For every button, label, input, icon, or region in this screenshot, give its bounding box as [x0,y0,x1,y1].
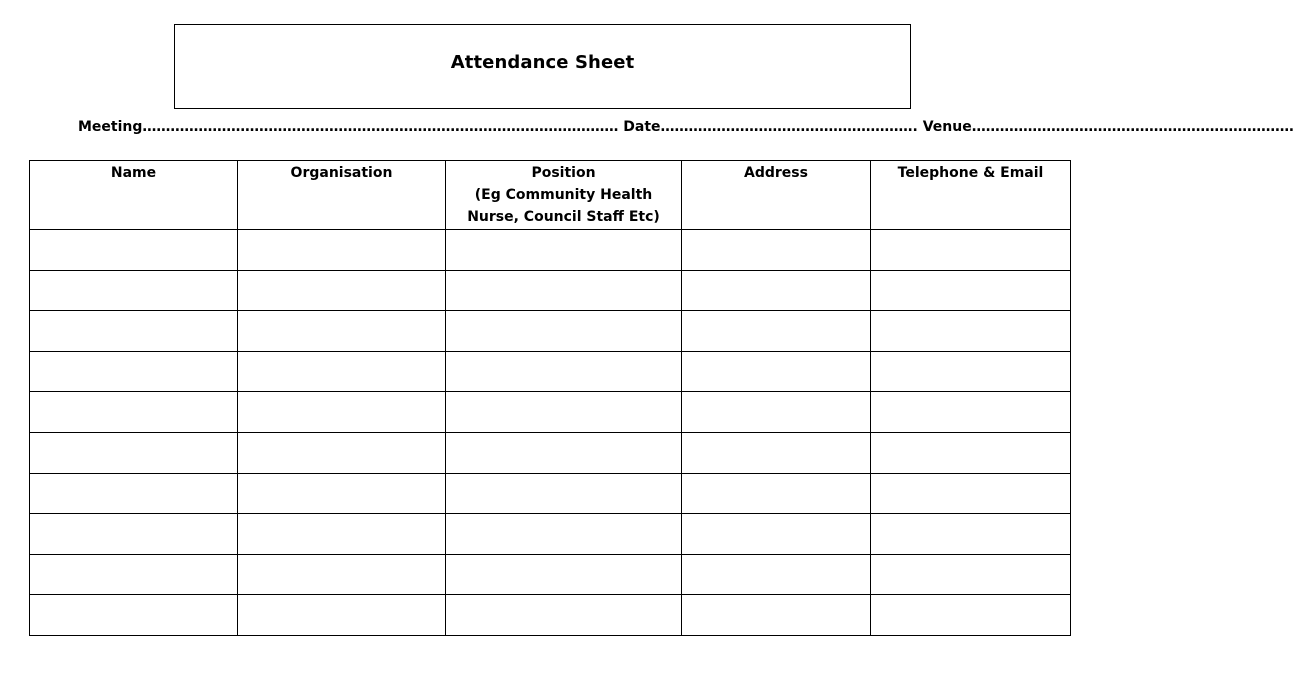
position-cell[interactable] [446,392,682,433]
position-cell[interactable] [446,432,682,473]
position-cell[interactable] [446,473,682,514]
header-address: Address [682,161,871,230]
organisation-cell[interactable] [238,595,446,636]
header-position [446,161,682,230]
contact-cell[interactable] [871,514,1071,555]
contact-cell[interactable] [871,432,1071,473]
attendance-table [29,160,1071,636]
header-contact: Telephone & Email [871,161,1071,230]
attendance-rows [30,230,1071,636]
address-cell[interactable] [682,473,871,514]
header-position-example-2: Nurse, Council Staff Etc) [467,209,660,225]
organisation-cell[interactable] [238,473,446,514]
organisation-cell[interactable] [238,311,446,352]
table-row [30,554,1071,595]
name-cell[interactable] [30,473,238,514]
address-cell[interactable] [682,432,871,473]
name-cell[interactable] [30,595,238,636]
table-row [30,432,1071,473]
contact-cell[interactable] [871,351,1071,392]
address-cell[interactable] [682,230,871,271]
name-cell[interactable] [30,432,238,473]
table-row [30,392,1071,433]
name-cell[interactable] [30,514,238,555]
contact-cell[interactable] [871,311,1071,352]
table-row [30,351,1071,392]
organisation-cell[interactable] [238,554,446,595]
contact-cell[interactable] [871,473,1071,514]
name-cell[interactable] [30,554,238,595]
header-organisation: Organisation [238,161,446,230]
address-cell[interactable] [682,351,871,392]
table-row [30,473,1071,514]
header-row [30,161,1071,230]
meeting-details-line [78,119,1294,135]
contact-cell[interactable] [871,230,1071,271]
contact-cell[interactable] [871,554,1071,595]
organisation-cell[interactable] [238,392,446,433]
table-row [30,514,1071,555]
contact-cell[interactable] [871,270,1071,311]
address-cell[interactable] [682,311,871,352]
organisation-cell[interactable] [238,351,446,392]
position-cell[interactable] [446,595,682,636]
organisation-cell[interactable] [238,230,446,271]
address-cell[interactable] [682,514,871,555]
date-field: Date………………………………………………. [623,119,918,135]
organisation-cell[interactable] [238,514,446,555]
position-cell[interactable] [446,311,682,352]
name-cell[interactable] [30,311,238,352]
name-cell[interactable] [30,392,238,433]
table-row [30,311,1071,352]
table-row [30,270,1071,311]
address-cell[interactable] [682,392,871,433]
name-cell[interactable] [30,230,238,271]
position-cell[interactable] [446,270,682,311]
position-cell[interactable] [446,554,682,595]
venue-field: Venue…………………………………………………………… [922,119,1294,135]
address-cell[interactable] [682,270,871,311]
title-box [174,24,911,109]
position-cell[interactable] [446,514,682,555]
meeting-field: Meeting………………………………………………………………………………………… [78,119,619,135]
name-cell[interactable] [30,351,238,392]
table-row [30,595,1071,636]
header-name: Name [30,161,238,230]
position-cell[interactable] [446,351,682,392]
page-title: Attendance Sheet [450,52,635,73]
name-cell[interactable] [30,270,238,311]
address-cell[interactable] [682,595,871,636]
organisation-cell[interactable] [238,270,446,311]
position-cell[interactable] [446,230,682,271]
contact-cell[interactable] [871,595,1071,636]
contact-cell[interactable] [871,392,1071,433]
address-cell[interactable] [682,554,871,595]
table-row [30,230,1071,271]
organisation-cell[interactable] [238,432,446,473]
header-position-title: Position [531,165,596,181]
header-position-example-1: (Eg Community Health [474,187,653,203]
